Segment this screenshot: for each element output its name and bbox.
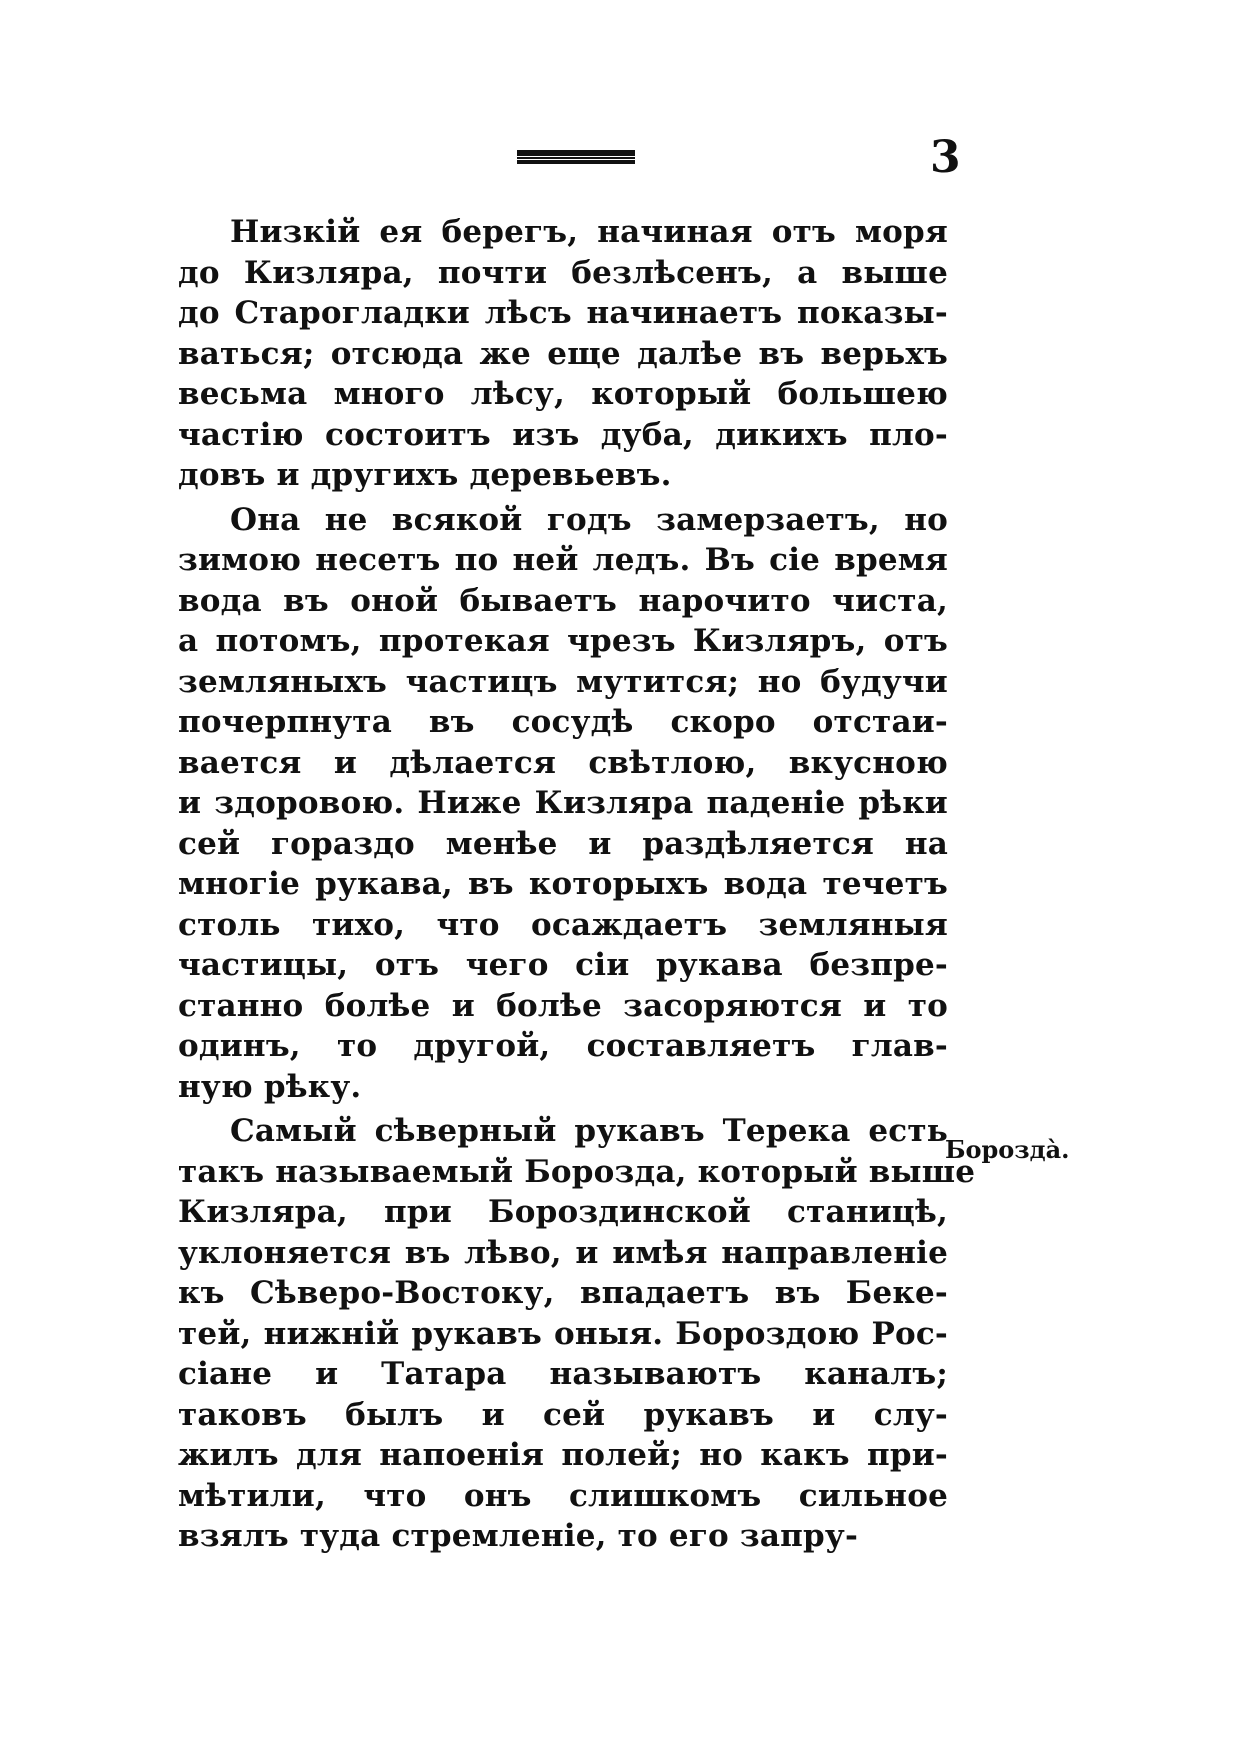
text-line: столь тихо, что осаждаетъ земляныя (178, 906, 948, 943)
text-line: частію состоитъ изъ дуба, дикихъ пло- (178, 416, 948, 453)
text-line: весьма много лѣсу, который большею (178, 376, 948, 412)
text-line: а потомъ, протекая чрезъ Кизляръ, отъ (178, 623, 948, 659)
text-line: мѣтили, что онъ слишкомъ сильное (178, 1477, 948, 1514)
text-line: частицы, отъ чего сіи рукава безпре- (178, 947, 948, 983)
text-line: Низкій ея берегъ, начиная отъ моря (230, 214, 948, 250)
text-line: и здоровою. Ниже Кизляра паденіе рѣки (178, 785, 948, 821)
text-line: ную рѣку. (178, 1068, 362, 1105)
text-line: земляныхъ частицъ мутится; но будучи (178, 663, 948, 700)
text-line: Кизляра, при Бороздинской станицѣ, (178, 1194, 948, 1230)
text-line: взялъ туда стремленіе, то его запру- (178, 1518, 859, 1554)
text-line: вода въ оной бываетъ нарочито чиста, (178, 582, 948, 619)
text-line: до Старогладки лѣсъ начинаетъ показы- (178, 295, 948, 331)
text-line: жилъ для напоенія полей; но какъ при- (178, 1437, 948, 1473)
text-line: многіе рукава, въ которыхъ вода течетъ (178, 866, 948, 902)
text-line: Она не всякой годъ замерзаетъ, но (230, 501, 948, 538)
text-line: сей гораздо менѣе и раздѣляется на (178, 825, 948, 862)
text-line: таковъ былъ и сей рукавъ и слу- (178, 1396, 948, 1433)
text-line: Самый сѣверный рукавъ Терека есть (230, 1113, 948, 1149)
text-line: станно болѣе и болѣе засоряются и то (178, 987, 948, 1024)
text-line: вается и дѣлается свѣтлою, вкусною (178, 744, 948, 781)
page-number: 3 (930, 132, 961, 183)
text-line: довъ и другихъ деревьевъ. (178, 457, 672, 493)
text-line: почерпнута въ сосудѣ скоро отстаи- (178, 704, 948, 740)
body-text (178, 212, 976, 1557)
marginal-note: Бороздà. (945, 1135, 1070, 1164)
text-line: уклоняется въ лѣво, и имѣя направленіе (178, 1234, 948, 1271)
paragraph (178, 1111, 976, 1557)
text-line: ваться; отсюда же еще далѣе въ верьхъ (178, 335, 948, 372)
text-line: одинъ, то другой, составляетъ глав- (178, 1028, 948, 1064)
paragraph (178, 500, 948, 1108)
text-line: тей, нижній рукавъ оныя. Бороздою Рос- (178, 1315, 948, 1352)
text-line: зимою несетъ по ней ледъ. Въ сіе время (178, 542, 948, 578)
header-rule (517, 150, 635, 164)
text-line: къ Сѣверо-Востоку, впадаетъ въ Беке- (178, 1275, 948, 1311)
text-line: сіане и Татара называютъ каналъ; (178, 1356, 948, 1392)
text-line: такъ называемый Борозда, который выше (178, 1153, 976, 1190)
text-line: до Кизляра, почти безлѣсенъ, а выше (178, 254, 948, 291)
paragraph (178, 212, 948, 496)
